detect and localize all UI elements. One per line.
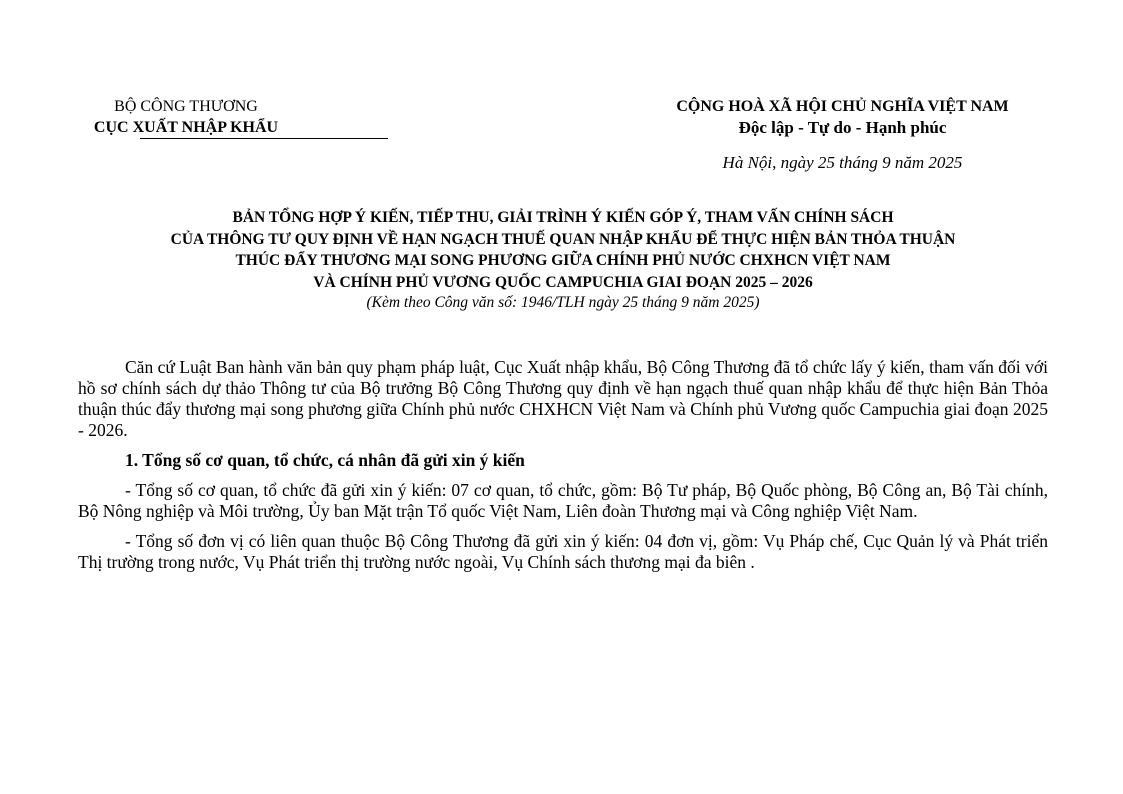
section-item: - Tổng số đơn vị có liên quan thuộc Bộ Công Thương đã gửi xin ý kiến: 04 đơn vị, gồm: Vụ Pháp chế, Cục Quản lý và Phát triển Thị trường trong nước, Vụ Phát triển thị trường nước ngoài, Vụ Chính sách thương mại đa biên . [78,531,1048,572]
section-item: - Tổng số cơ quan, tổ chức đã gửi xin ý kiến: 07 cơ quan, tổ chức, gồm: Bộ Tư pháp, Bộ Quốc phòng, Bộ Công an, Bộ Tài chính, Bộ Nông nghiệp và Môi trường, Ủy ban Mặt trận Tổ quốc Việt Nam, Liên đoàn Thương mại và Công nghiệp Việt Nam. [78,480,1048,521]
nation-name: CỘNG HOÀ XÃ HỘI CHỦ NGHĨA VIỆT NAM [676,98,1009,115]
section-heading: 1. Tổng số cơ quan, tổ chức, cá nhân đã gửi xin ý kiến [125,450,525,470]
issuing-agency [66,96,306,138]
document-body [78,357,1048,573]
department-name: CỤC XUẤT NHẬP KHẨU [93,119,279,136]
document-date: Hà Nội, ngày 25 tháng 9 năm 2025 [722,153,963,172]
ministry-name: BỘ CÔNG THƯƠNG [114,98,258,115]
document-subtitle: (Kèm theo Công văn số: 1946/TLH ngày 25 tháng 9 năm 2025) [366,294,760,311]
national-motto: Độc lập - Tự do - Hạnh phúc [738,118,947,137]
title-line: THÚC ĐẨY THƯƠNG MẠI SONG PHƯƠNG GIỮA CHÍNH PHỦ NƯỚC CHXHCN VIỆT NAM [235,252,891,269]
document-title [78,207,1048,293]
national-header [610,96,1075,138]
intro-paragraph: Căn cứ Luật Ban hành văn bản quy phạm pháp luật, Cục Xuất nhập khẩu, Bộ Công Thương đã tổ chức lấy ý kiến, tham vấn đối với hồ sơ chính sách dự thảo Thông tư của Bộ trưởng Bộ Công Thương quy định về hạn ngạch thuế quan nhập khẩu để thực hiện Bản Thỏa thuận thúc đẩy thương mại song phương giữa Chính phủ nước CHXHCN Việt Nam và Chính phủ Vương quốc Campuchia giai đoạn 2025 - 2026. [78,357,1048,440]
title-line: VÀ CHÍNH PHỦ VƯƠNG QUỐC CAMPUCHIA GIAI ĐOẠN 2025 – 2026 [313,273,813,291]
title-line: BẢN TỔNG HỢP Ý KIẾN, TIẾP THU, GIẢI TRÌNH Ý KIẾN GÓP Ý, THAM VẤN CHÍNH SÁCH [232,209,894,226]
title-line: CỦA THÔNG TƯ QUY ĐỊNH VỀ HẠN NGẠCH THUẾ QUAN NHẬP KHẨU ĐỂ THỰC HIỆN BẢN THỎA THUẬN [170,230,956,248]
agency-underline [140,138,388,139]
